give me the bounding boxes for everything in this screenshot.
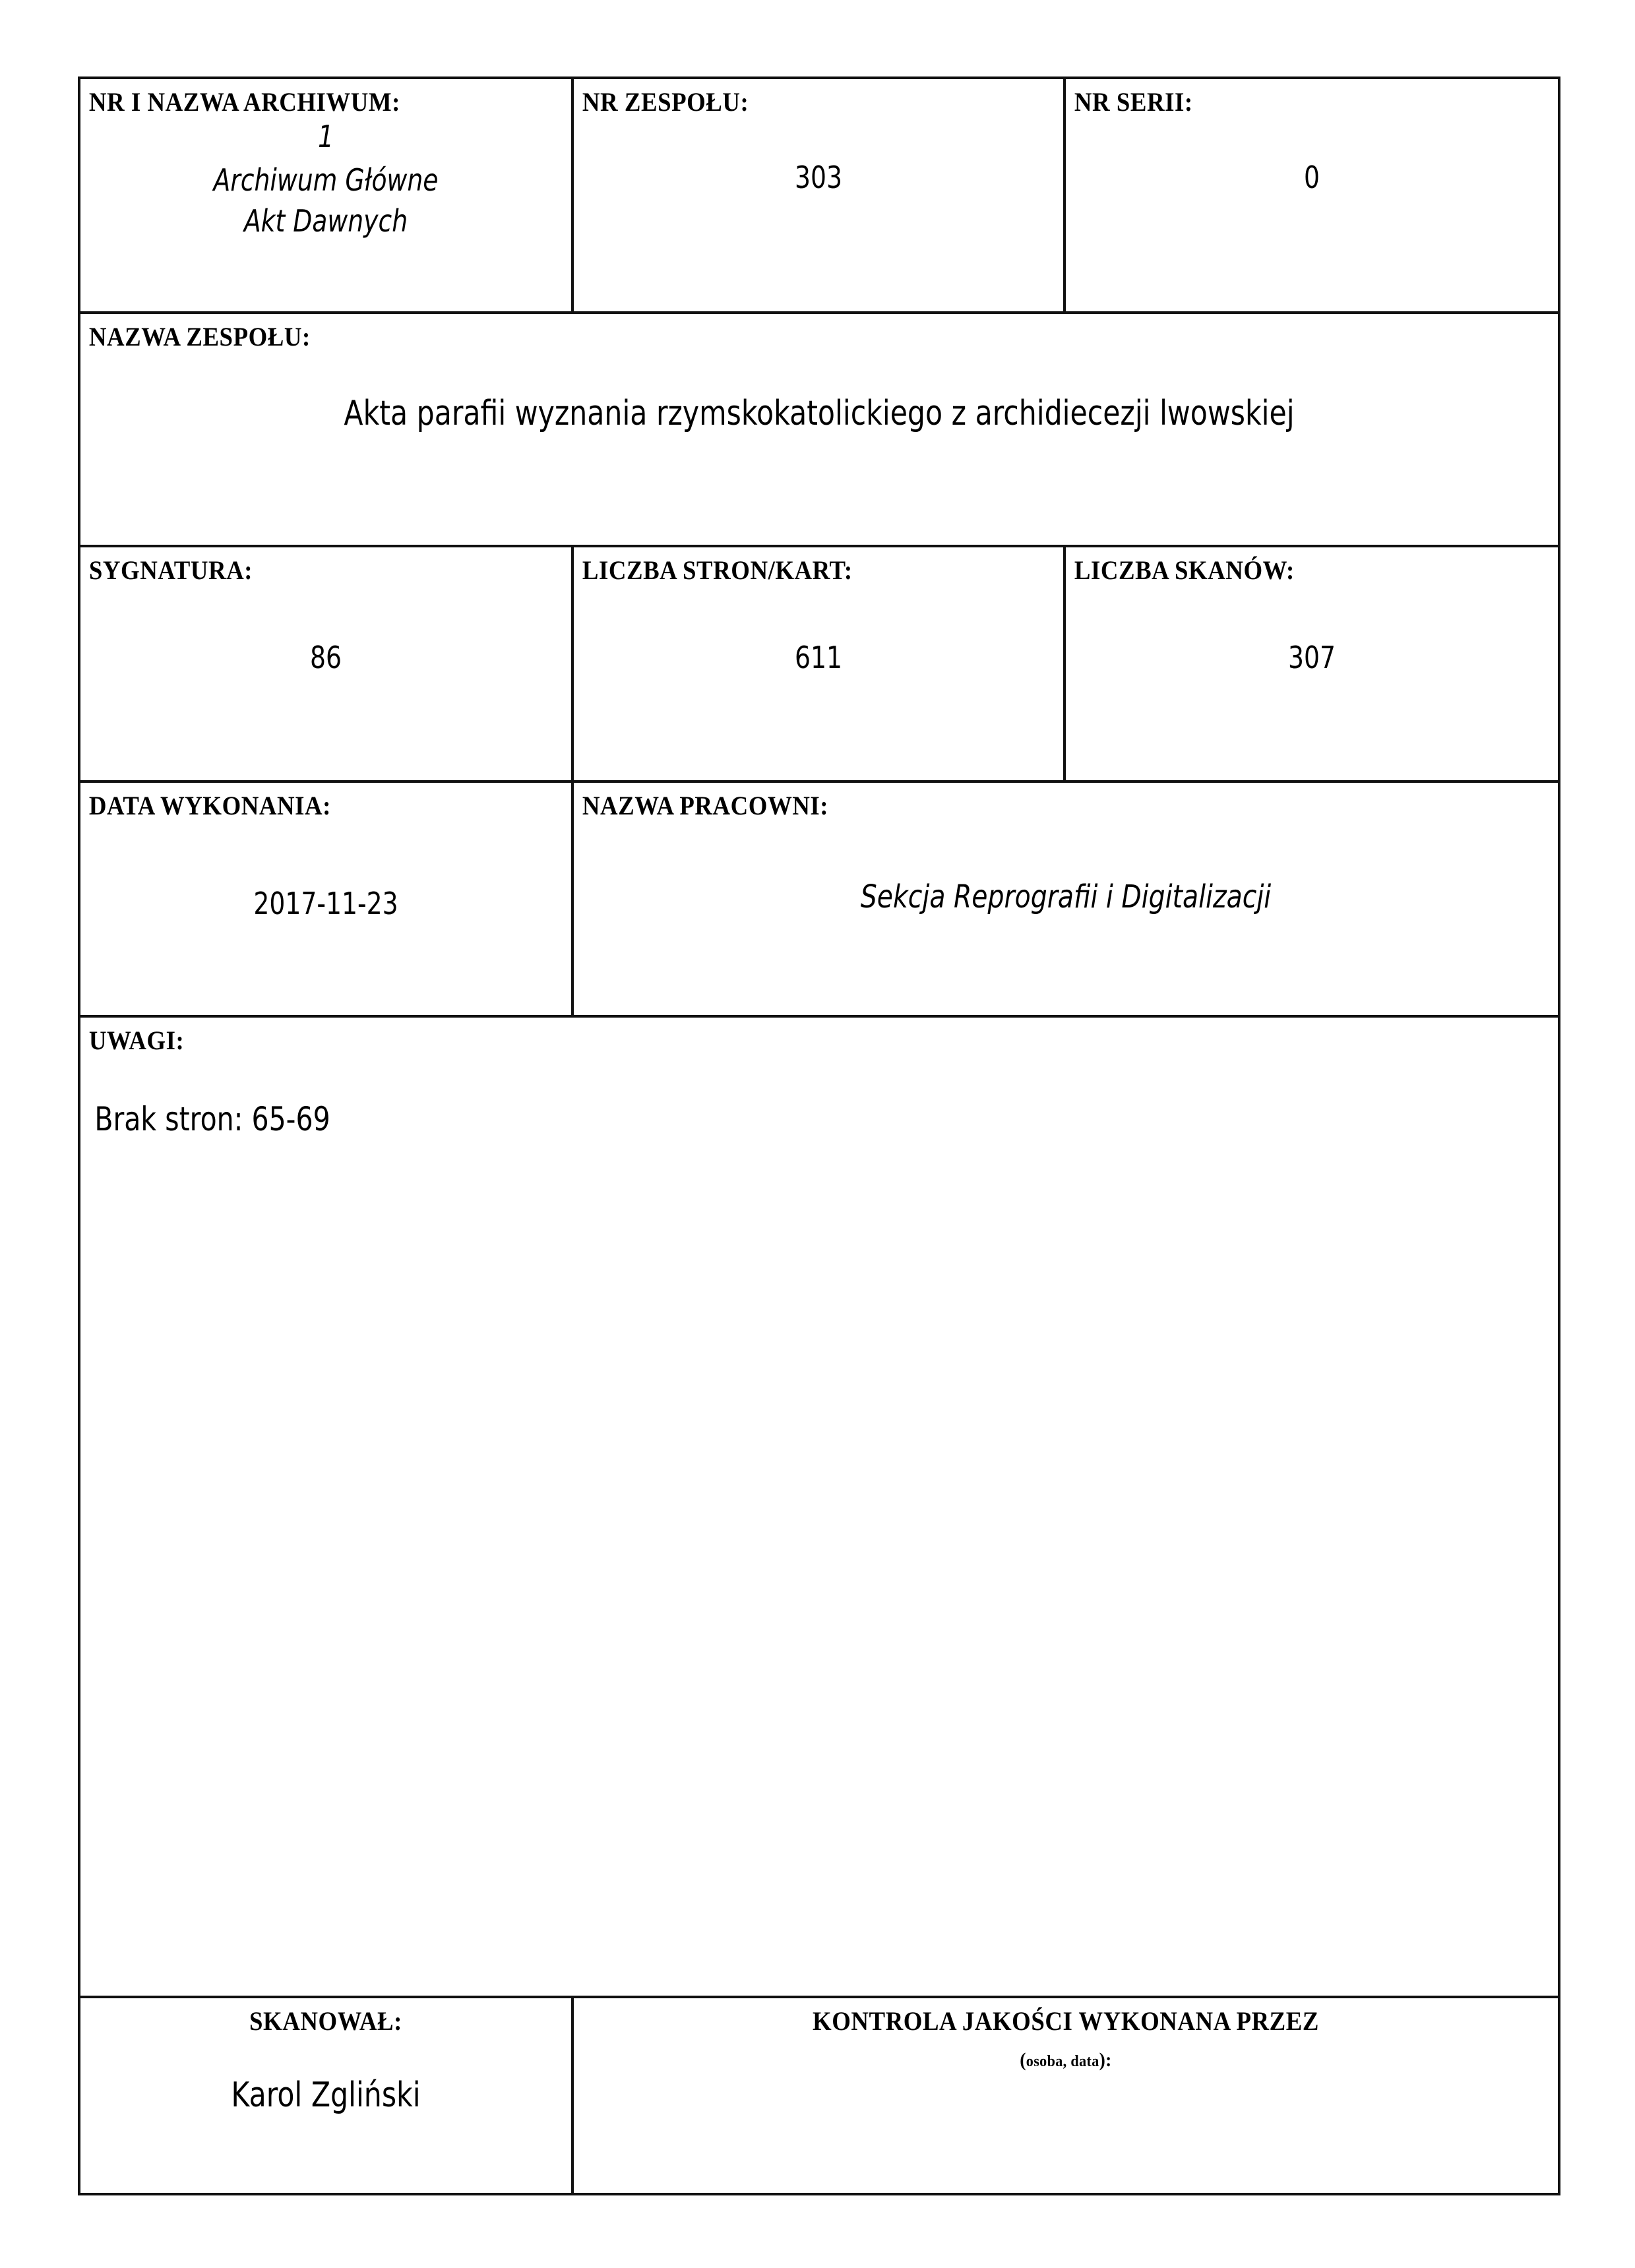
- cell-remarks: [79, 1016, 1559, 1997]
- scans-count-label: LICZBA SKANÓW:: [1074, 555, 1295, 585]
- archive-name-line1: Archiwum Główne: [213, 162, 439, 198]
- archive-label: NR I NAZWA ARCHIWUM:: [88, 87, 400, 117]
- archive-number-value: 1: [317, 119, 334, 154]
- execution-date-label: DATA WYKONANIA:: [88, 791, 331, 820]
- scanned-by-label: SKANOWAŁ:: [249, 2006, 402, 2036]
- table-row-date-lab: [79, 782, 1559, 1016]
- cell-signature: [79, 546, 572, 782]
- scans-count-value: 307: [1287, 640, 1336, 675]
- scanned-by-value: Karol Zgliński: [231, 2075, 421, 2115]
- table-row-counts: [79, 546, 1559, 782]
- quality-control-sublabel: [613, 2035, 1519, 2071]
- cell-archive: [79, 78, 572, 313]
- fonds-name-value: Akta parafii wyznania rzymskokatolickiego z archidiecezji lwowskiej: [344, 394, 1295, 433]
- qc-sublabel-text: osoba, data: [1026, 2053, 1099, 2070]
- remarks-value: Brak stron: 65-69: [94, 1100, 330, 1138]
- remarks-label: UWAGI:: [88, 1026, 185, 1055]
- lab-name-value: Sekcja Reprografii i Digitalizacji: [860, 878, 1272, 915]
- cell-fonds-number: [572, 78, 1064, 313]
- fonds-number-value: 303: [794, 160, 843, 195]
- fonds-number-label: NR ZESPOŁU:: [582, 87, 749, 117]
- table-row-remarks: [79, 1016, 1559, 1997]
- cell-scanned-by: [79, 1997, 572, 2194]
- series-number-value: 0: [1303, 160, 1320, 195]
- signature-label: SYGNATURA:: [88, 555, 253, 585]
- table-row-archive: [79, 78, 1559, 313]
- cell-scans-count: [1064, 546, 1559, 782]
- cell-execution-date: [79, 782, 572, 1016]
- table-row-fonds-name: [79, 313, 1559, 546]
- pages-count-label: LICZBA STRON/KART:: [582, 555, 853, 585]
- table-row-signoff: [79, 1997, 1559, 2194]
- qc-paren-open: (: [1020, 2049, 1026, 2071]
- cell-fonds-name: [79, 313, 1559, 546]
- cell-pages-count: [572, 546, 1064, 782]
- series-number-label: NR SERII:: [1074, 87, 1193, 117]
- digitization-metadata-form: [78, 77, 1560, 2195]
- archive-name-line2: Akt Dawnych: [243, 202, 408, 239]
- qc-paren-close: ):: [1099, 2049, 1112, 2071]
- lab-name-label: NAZWA PRACOWNI:: [582, 791, 829, 820]
- pages-count-value: 611: [794, 640, 843, 675]
- quality-control-label: KONTROLA JAKOŚCI WYKONANA PRZEZ: [813, 2006, 1319, 2036]
- execution-date-value: 2017-11-23: [253, 886, 398, 921]
- cell-series-number: [1064, 78, 1559, 313]
- signature-value: 86: [309, 640, 342, 675]
- fonds-name-label: NAZWA ZESPOŁU:: [88, 322, 311, 352]
- cell-lab-name: [572, 782, 1559, 1016]
- cell-quality-control: [572, 1997, 1559, 2194]
